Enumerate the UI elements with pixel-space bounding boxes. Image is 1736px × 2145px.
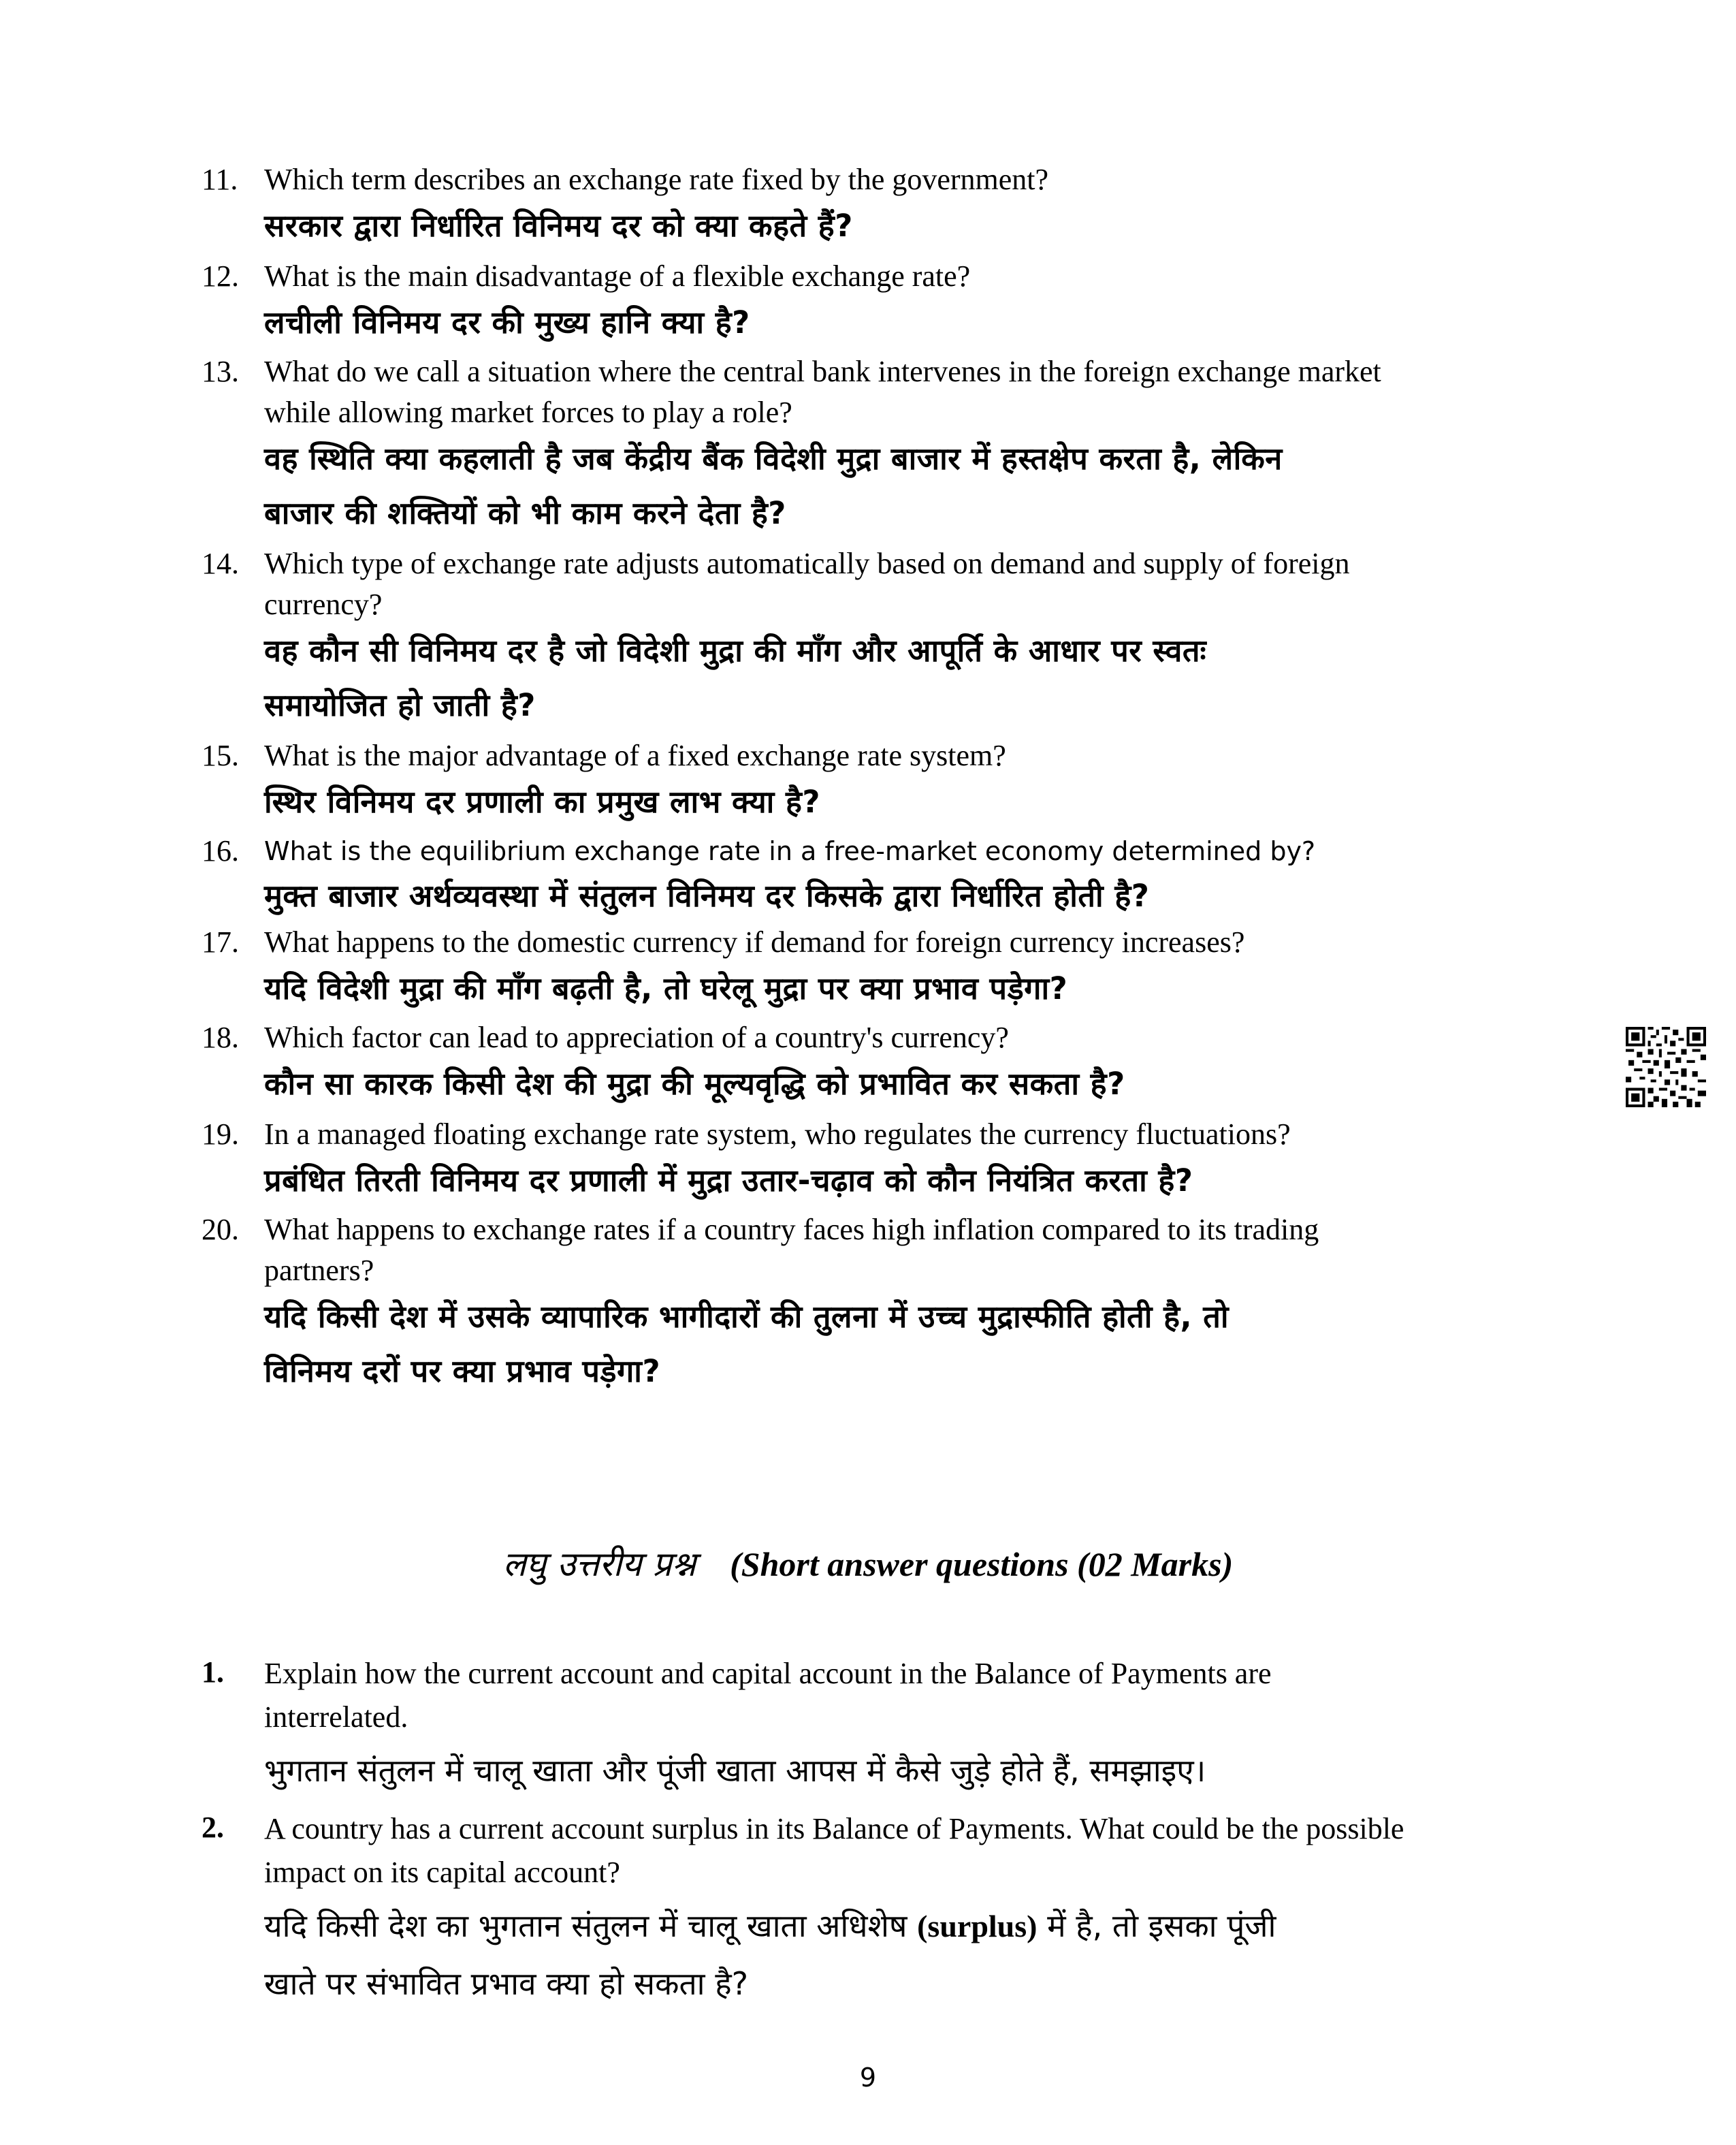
page-number: 9 (859, 2063, 877, 2093)
question-text-hi: कौन सा कारक किसी देश की मुद्रा की मूल्यवृद्धि को प्रभावित कर सकता है? (264, 1066, 1125, 1102)
question-text-en: What is the major advantage of a fixed exchange rate system? (264, 739, 1006, 772)
question-text-en: What happens to the domestic currency if demand for foreign currency increases? (264, 925, 1245, 959)
question-text-hi: वह स्थिति क्या कहलाती है जब केंद्रीय बैंक विदेशी मुद्रा बाजार में हस्तक्षेप करता है, लेकिन बाजार की शक्तियों को भी काम करने देता है? (264, 441, 1283, 531)
question-text-en: Explain how the current account and capital account in the Balance of Payments are interrelated. (264, 1657, 1272, 1734)
question-number: 19. (202, 1117, 239, 1151)
section-heading-hi: लघु उत्तरीय प्रश्न (502, 1544, 696, 1584)
question-text-en: A country has a current account surplus in its Balance of Payments. What could be the possible impact on its capital account? (264, 1812, 1404, 1889)
question-text-hi: मुक्त बाजार अर्थव्यवस्था में संतुलन विनिमय दर किसके द्वारा निर्धारित होती है? (264, 878, 1150, 914)
question-number: 20. (202, 1213, 239, 1246)
section-heading-en: (Short answer questions (02 Marks) (730, 1545, 1234, 1583)
question-number: 16. (202, 834, 239, 868)
question-text-hi-part-1: यदि किसी देश का भुगतान संतुलन में चालू खाता अधिशेष (264, 1907, 918, 1944)
question-number: 12. (202, 259, 239, 293)
question-text-hi: स्थिर विनिमय दर प्रणाली का प्रमुख लाभ क्या है? (264, 784, 820, 820)
question-text-en: What do we call a situation where the central bank intervenes in the foreign exchange market while allowing market forces to play a role? (264, 355, 1381, 429)
question-text-hi: यदि विदेशी मुद्रा की माँग बढ़ती है, तो घरेलू मुद्रा पर क्या प्रभाव पड़ेगा? (264, 970, 1068, 1006)
question-number: 15. (202, 739, 239, 772)
question-text-hi: वह कौन सी विनिमय दर है जो विदेशी मुद्रा की माँग और आपूर्ति के आधार पर स्वतः समायोजित हो जाती है? (264, 633, 1207, 723)
question-number: 13. (202, 355, 239, 388)
question-text-hi: भुगतान संतुलन में चालू खाता और पूंजी खाता आपस में कैसे जुड़े होते हैं, समझाइए। (264, 1752, 1206, 1789)
question-text-hi: सरकार द्वारा निर्धारित विनिमय दर को क्या कहते हैं? (264, 208, 853, 244)
question-text-hi: यदि किसी देश में उसके व्यापारिक भागीदारों की तुलना में उच्च मुद्रास्फीति होती है, तो विनिमय दरों पर क्या प्रभाव पड़ेगा? (264, 1299, 1229, 1389)
question-number: 1. (202, 1655, 224, 1689)
question-number: 14. (202, 547, 239, 580)
question-text-en: Which factor can lead to appreciation of a country's currency? (264, 1021, 1009, 1054)
surplus-term: (surplus) (917, 1909, 1038, 1943)
question-text-hi-part-2: में है, तो इसका पूंजी खाते पर संभावित प्रभाव क्या हो सकता है? (264, 1907, 1276, 2002)
question-text-en: What happens to exchange rates if a country faces high inflation compared to its trading partners? (264, 1213, 1319, 1287)
question-text-en: Which type of exchange rate adjusts automatically based on demand and supply of foreign currency? (264, 547, 1350, 621)
qr-code-icon (1626, 1027, 1706, 1107)
question-number: 2. (202, 1811, 224, 1844)
question-number: 11. (202, 163, 238, 196)
question-text-hi: प्रबंधित तिरती विनिमय दर प्रणाली में मुद्रा उतार-चढ़ाव को कौन नियंत्रित करता है? (264, 1162, 1193, 1198)
question-text-en: Which term describes an exchange rate fixed by the government? (264, 163, 1049, 196)
question-text-en: What is the main disadvantage of a flexible exchange rate? (264, 259, 971, 293)
question-text-en: What is the equilibrium exchange rate in a free-market economy determined by? (264, 836, 1316, 866)
question-text-hi: लचीली विनिमय दर की मुख्य हानि क्या है? (264, 304, 750, 340)
question-text-en: In a managed floating exchange rate system, who regulates the currency fluctuations? (264, 1117, 1291, 1151)
question-number: 18. (202, 1021, 239, 1054)
question-text-hi (264, 1897, 1578, 2012)
question-number: 17. (202, 925, 239, 959)
section-heading (0, 1540, 1736, 1588)
